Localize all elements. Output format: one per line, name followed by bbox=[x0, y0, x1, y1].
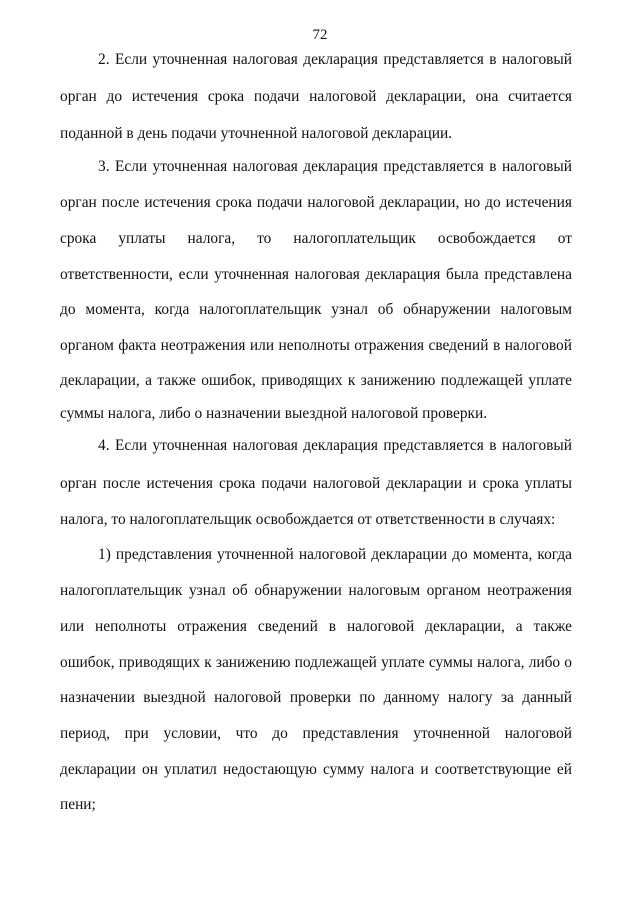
page-number: 72 bbox=[312, 27, 328, 43]
text-line: пени; bbox=[60, 796, 96, 813]
text-line: назначении выездной налоговой проверки по данному налогу за данный bbox=[60, 689, 572, 706]
text-line: поданной в день подачи уточненной налоговой декларации. bbox=[60, 125, 453, 142]
text-line: период, при условии, что до представления уточненной налоговой bbox=[60, 725, 572, 742]
text-line: до момента, когда налогоплательщик узнал об обнаружении налоговым bbox=[60, 301, 572, 318]
text-line: суммы налога, либо о назначении выездной налоговой проверки. bbox=[60, 405, 488, 422]
text-line: ответственности, если уточненная налоговая декларация была представлена bbox=[60, 266, 572, 283]
text-line: орган после истечения срока подачи налоговой декларации и срока уплаты bbox=[60, 475, 572, 492]
text-line: орган до истечения срока подачи налоговой декларации, она считается bbox=[60, 88, 572, 105]
text-line: декларации, а также ошибок, приводящих к занижению подлежащей уплате bbox=[60, 372, 572, 389]
text-line: налогоплательщик узнал об обнаружении налоговым органом неотражения bbox=[60, 582, 572, 599]
text-line: декларации он уплатил недостающую сумму налога и соответствующие ей bbox=[60, 761, 572, 778]
text-line: ошибок, приводящих к занижению подлежащей уплате суммы налога, либо о bbox=[60, 654, 572, 671]
text-line: органом факта неотражения или неполноты отражения сведений в налоговой bbox=[60, 337, 572, 354]
text-line: 2. Если уточненная налоговая декларация представляется в налоговый bbox=[98, 51, 572, 68]
text-line: орган после истечения срока подачи налоговой декларации, но до истечения bbox=[60, 194, 572, 211]
text-line: 1) представления уточненной налоговой декларации до момента, когда bbox=[98, 546, 572, 563]
text-line: срока уплаты налога, то налогоплательщик освобождается от bbox=[60, 230, 572, 247]
text-line: 3. Если уточненная налоговая декларация представляется в налоговый bbox=[98, 158, 572, 175]
text-line: налога, то налогоплательщик освобождается от ответственности в случаях: bbox=[60, 511, 556, 528]
text-line: 4. Если уточненная налоговая декларация представляется в налоговый bbox=[98, 437, 572, 454]
text-line: или неполноты отражения сведений в налоговой декларации, а также bbox=[60, 618, 572, 635]
